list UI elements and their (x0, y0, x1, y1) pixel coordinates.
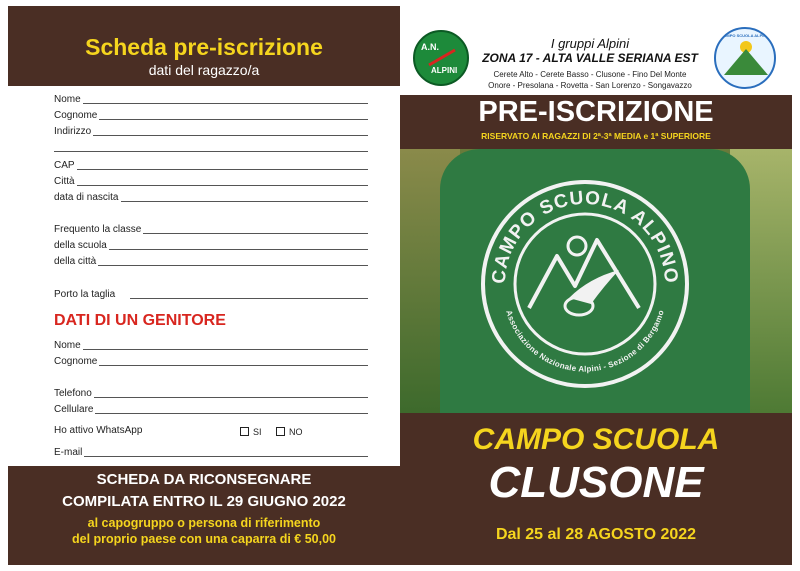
emblem-inner-ring (515, 214, 655, 354)
field-label: Città (54, 176, 75, 187)
field-label: E-mail (54, 447, 83, 458)
field-scuola[interactable] (54, 237, 368, 251)
field-nome[interactable] (54, 91, 368, 105)
towns-line-2: Onore - Presolana - Rovetta - San Lorenzo - Songavazzo (488, 81, 692, 90)
field-label: Cellulare (54, 404, 94, 415)
field-telefono[interactable] (54, 385, 368, 399)
campo-scuola-title: CAMPO SCUOLA (472, 423, 720, 456)
field-label: data di nascita (54, 192, 119, 203)
dates-band (400, 517, 792, 565)
campo-scuola-logo (714, 27, 776, 89)
field-label: Frequento la classe (54, 224, 142, 235)
pre-iscrizione-band (400, 95, 792, 149)
logo-text: A.N. (421, 42, 439, 52)
header-zone: ZONA 17 - ALTA VALLE SERIANA EST (482, 51, 698, 65)
field-indirizzo-extra-line[interactable] (54, 151, 368, 152)
field-cognome[interactable] (54, 107, 368, 121)
emblem-bottom-text: Associazione Nazionale Alpini - Sezione di Bergamo (504, 309, 666, 374)
campo-scuola-band (400, 413, 792, 517)
field-cellulare[interactable] (54, 401, 368, 415)
pre-iscrizione-title: PRE-ISCRIZIONE (478, 96, 714, 128)
whatsapp-no-option[interactable] (276, 427, 303, 437)
checkbox-icon[interactable] (276, 427, 285, 436)
field-label: CAP (54, 160, 75, 171)
field-label: Porto la taglia (54, 289, 116, 300)
field-label: Nome (54, 340, 81, 351)
ana-logo (413, 30, 469, 86)
field-label: Nome (54, 94, 81, 105)
field-data-nascita[interactable] (54, 189, 368, 203)
option-label: SI (253, 427, 262, 437)
field-label: Telefono (54, 388, 92, 399)
whatsapp-si-option[interactable] (240, 427, 262, 437)
pre-iscrizione-subtitle: RISERVATO AI RAGAZZI DI 2ª-3ª MEDIA e 1ª SUPERIORE (481, 131, 711, 141)
sun-icon (568, 237, 586, 255)
checkbox-icon[interactable] (240, 427, 249, 436)
parent-section-title: DATI DI UN GENITORE (54, 312, 226, 329)
field-label: Cognome (54, 110, 98, 121)
field-citta[interactable] (54, 173, 368, 187)
return-line-1: SCHEDA DA RICONSEGNARE (96, 471, 312, 488)
left-header-band (8, 6, 400, 86)
field-email[interactable] (54, 444, 368, 458)
field-genitore-nome[interactable] (54, 337, 368, 351)
location-title: CLUSONE (488, 458, 704, 507)
whatsapp-label: Ho attivo WhatsApp (54, 425, 143, 436)
event-dates: Dal 25 al 28 AGOSTO 2022 (495, 526, 697, 543)
field-label: della scuola (54, 240, 107, 251)
towns-line-1: Cerete Alto - Cerete Basso - Clusone - Fino Del Monte (493, 70, 687, 79)
field-classe[interactable] (54, 221, 368, 235)
logo-text: ALPINI (431, 66, 458, 75)
field-label: della città (54, 256, 97, 267)
campo-scuola-emblem (479, 178, 691, 390)
header-title: I gruppi Alpini (550, 36, 630, 51)
option-label: NO (289, 427, 303, 437)
field-taglia[interactable] (54, 286, 368, 300)
logo-ring-text: CAMPO SCUOLA ALPINO (720, 33, 770, 38)
field-label: Indirizzo (54, 126, 92, 137)
return-line-4: del proprio paese con una caparra di € 50,00 (72, 532, 336, 546)
return-line-2: COMPILATA ENTRO IL 29 GIUGNO 2022 (62, 493, 346, 510)
field-citta-scuola[interactable] (54, 253, 368, 267)
field-cap[interactable] (54, 157, 368, 171)
form-subtitle: dati del ragazzo/a (148, 62, 260, 78)
field-indirizzo[interactable] (54, 123, 368, 137)
field-genitore-cognome[interactable] (54, 353, 368, 367)
field-label: Cognome (54, 356, 98, 367)
return-line-3: al capogruppo o persona di riferimento (87, 516, 321, 530)
emblem-top-text: CAMPO SCUOLA ALPINO (488, 187, 682, 285)
return-instructions-band (8, 466, 400, 565)
form-title: Scheda pre-iscrizione (85, 34, 323, 60)
mountain-icon (724, 49, 768, 75)
